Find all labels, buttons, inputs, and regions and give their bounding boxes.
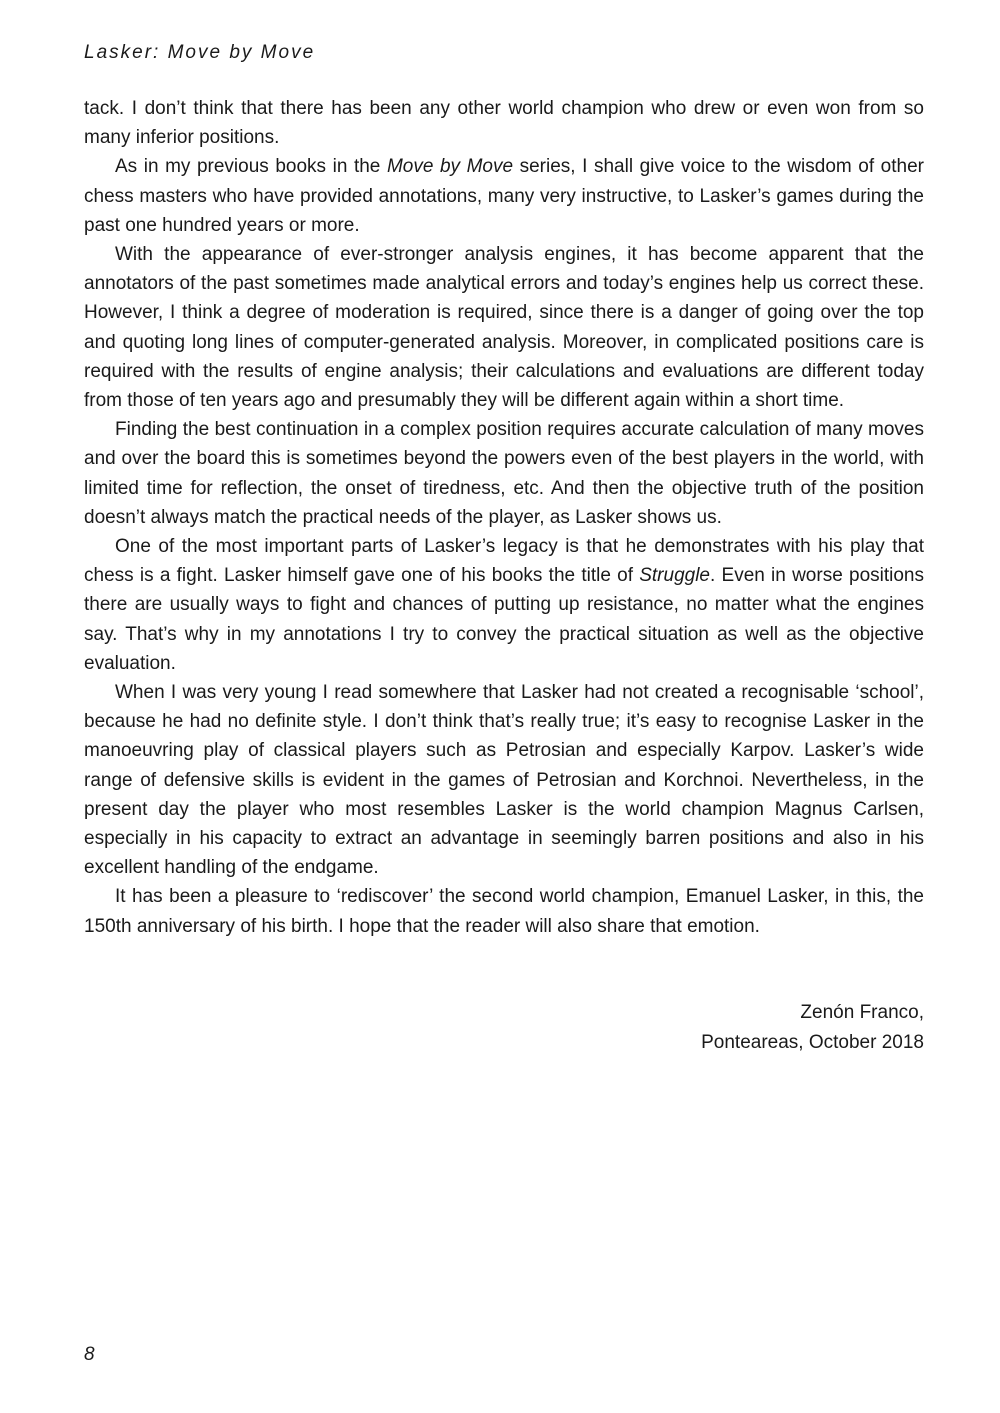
book-title: Struggle: [639, 565, 710, 587]
paragraph-text: tack. I don’t think that there has been any other world champion who drew or even won from so many inferior positions.: [84, 98, 924, 149]
place-and-date: Ponteareas, October 2018: [701, 1031, 924, 1053]
paragraph: [84, 94, 924, 152]
paragraph-text: When I was very young I read somewhere that Lasker had not created a recognisable ‘school’, because he had no definite style. I don’t think that’s really true; it’s easy to recognise Lasker in the manoeuvring play of classical players such as Petrosian and especially Karpov. Lasker’s wide range of defensive skills is evident in the games of Petrosian and Korchnoi. Nevertheless, in the present day the player who most resembles Lasker is the world champion Magnus Carlsen, especially in his capacity to extract an advantage in seemingly barren positions and also in his excellent handling of the endgame.: [84, 682, 924, 879]
paragraph-text: One of the most important parts of Lasker’s legacy is that he demonstrates with his play that chess is a fight. Lasker himself gave one of his books the title of: [84, 536, 924, 587]
paragraph: [84, 882, 924, 940]
body-text: [84, 94, 924, 941]
paragraph-text: . Even in worse positions there are usually ways to fight and chances of putting up resistance, no matter what the engines say. That’s why in my annotations I try to convey the practical situation as well as the objective evaluation.: [84, 565, 924, 674]
author-name: Zenón Franco,: [800, 1002, 924, 1023]
paragraph-text: Finding the best continuation in a complex position requires accurate calculation of many moves and over the board this is sometimes beyond the powers even of the best players in the world, with limited time for reflection, the onset of tiredness, etc. And then the objective truth of the position doesn’t always match the practical needs of the player, as Lasker shows us.: [84, 419, 924, 528]
paragraph-text: As in my previous books in the: [115, 156, 387, 178]
paragraph: [84, 240, 924, 415]
book-series-title: Move by Move: [386, 156, 514, 178]
paragraph: [84, 152, 924, 240]
paragraph-text: series, I shall give voice to the wisdom of other chess masters who have provided annotations, many very instructive, to Lasker’s games during the past one hundred years or more.: [84, 156, 924, 236]
running-head: Lasker: Move by Move: [84, 42, 316, 63]
signature: [424, 998, 924, 1057]
paragraph: [84, 415, 924, 532]
paragraph-text: With the appearance of ever-stronger analysis engines, it has become apparent that the annotators of the past sometimes made analytical errors and today’s engines help us correct these. However, I think a degree of moderation is required, since there is a danger of going over the top and quoting long lines of computer-generated analysis. Moreover, in complicated positions care is required with the results of engine analysis; their calculations and evaluations are different today from those of ten years ago and presumably they will be different again within a short time.: [84, 244, 924, 412]
paragraph-text: It has been a pleasure to ‘rediscover’ the second world champion, Emanuel Lasker, in this, the 150th anniversary of his birth. I hope that the reader will also share that emotion.: [84, 886, 924, 937]
page-number: 8: [84, 1344, 95, 1365]
paragraph: [84, 532, 924, 678]
paragraph: [84, 678, 924, 882]
